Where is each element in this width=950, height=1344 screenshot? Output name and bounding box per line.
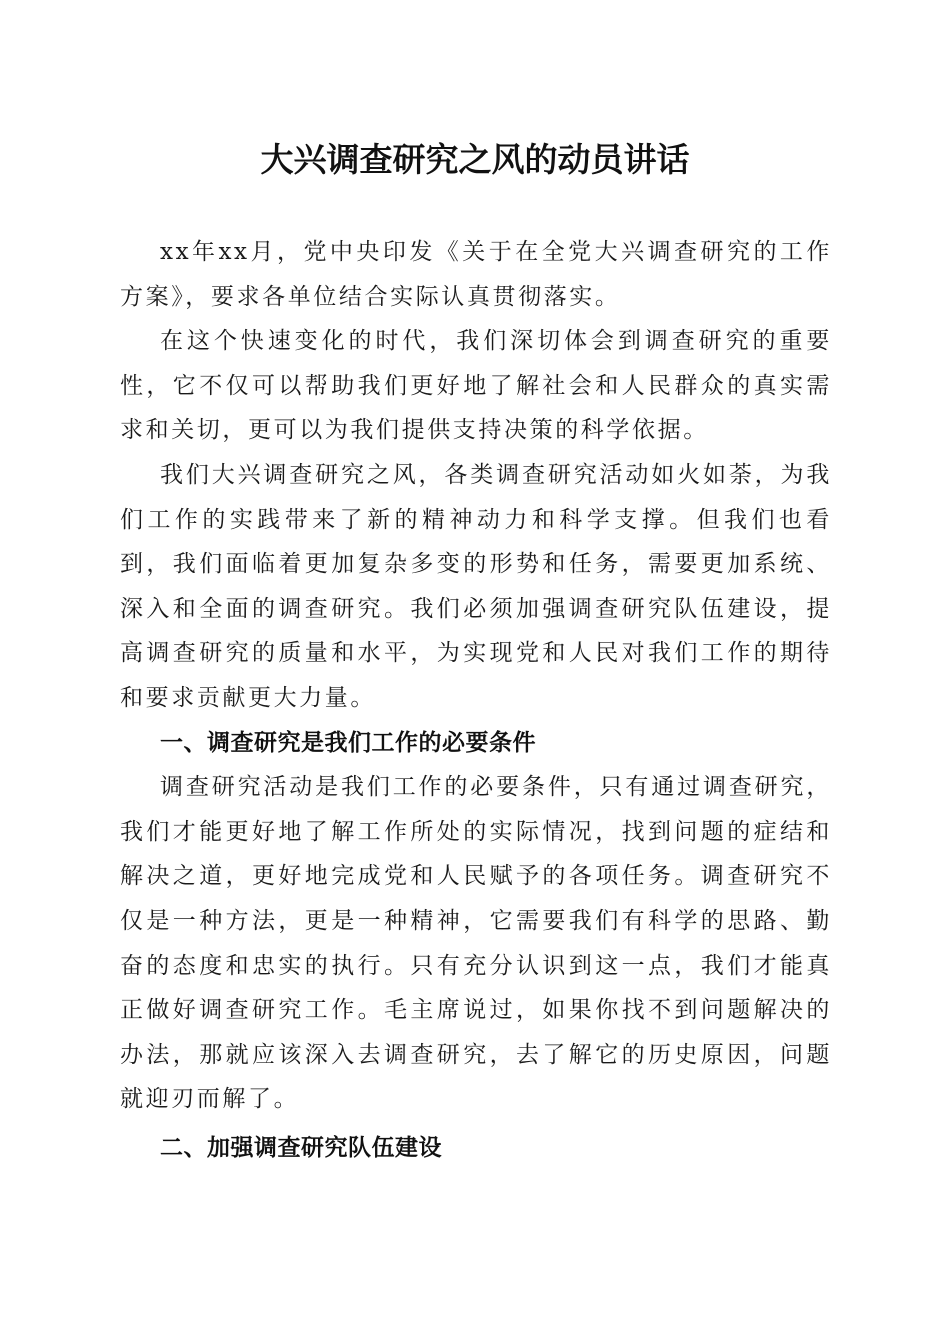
situation-paragraph: 我们大兴调查研究之风，各类调查研究活动如火如荼，为我们工作的实践带来了新的精神动力和科学支撑。但我们也看到，我们面临着更加复杂多变的形势和任务，需要更加系统、深入和全面的调查研究。我们必须加强调查研究队伍建设，提高调查研究的质量和水平，为实现党和人民对我们工作的期待和要求贡献更大力量。: [120, 461, 832, 711]
section-2-heading: 二、加强调查研究队伍建设: [160, 1134, 442, 1161]
intro-paragraph: xx年xx月，党中央印发《关于在全党大兴调查研究的工作方案》，要求各单位结合实际认真贯彻落实。: [120, 239, 832, 310]
section-1-paragraph: 调查研究活动是我们工作的必要条件，只有通过调查研究，我们才能更好地了解工作所处的实际情况，找到问题的症结和解决之道，更好地完成党和人民赋予的各项任务。调查研究不仅是一种方法，更是一种精神，它需要我们有科学的思路、勤奋的态度和忠实的执行。只有充分认识到这一点，我们才能真正做好调查研究工作。毛主席说过，如果你找不到问题解决的办法，那就应该深入去调查研究，去了解它的历史原因，问题就迎刃而解了。: [120, 774, 832, 1113]
document-body: [120, 230, 832, 1170]
document-title: 大兴调查研究之风的动员讲话: [260, 140, 690, 179]
section-1-heading: 一、调查研究是我们工作的必要条件: [160, 729, 536, 756]
context-paragraph: 在这个快速变化的时代，我们深切体会到调查研究的重要性，它不仅可以帮助我们更好地了解社会和人民群众的真实需求和关切，更可以为我们提供支持决策的科学依据。: [120, 328, 832, 444]
